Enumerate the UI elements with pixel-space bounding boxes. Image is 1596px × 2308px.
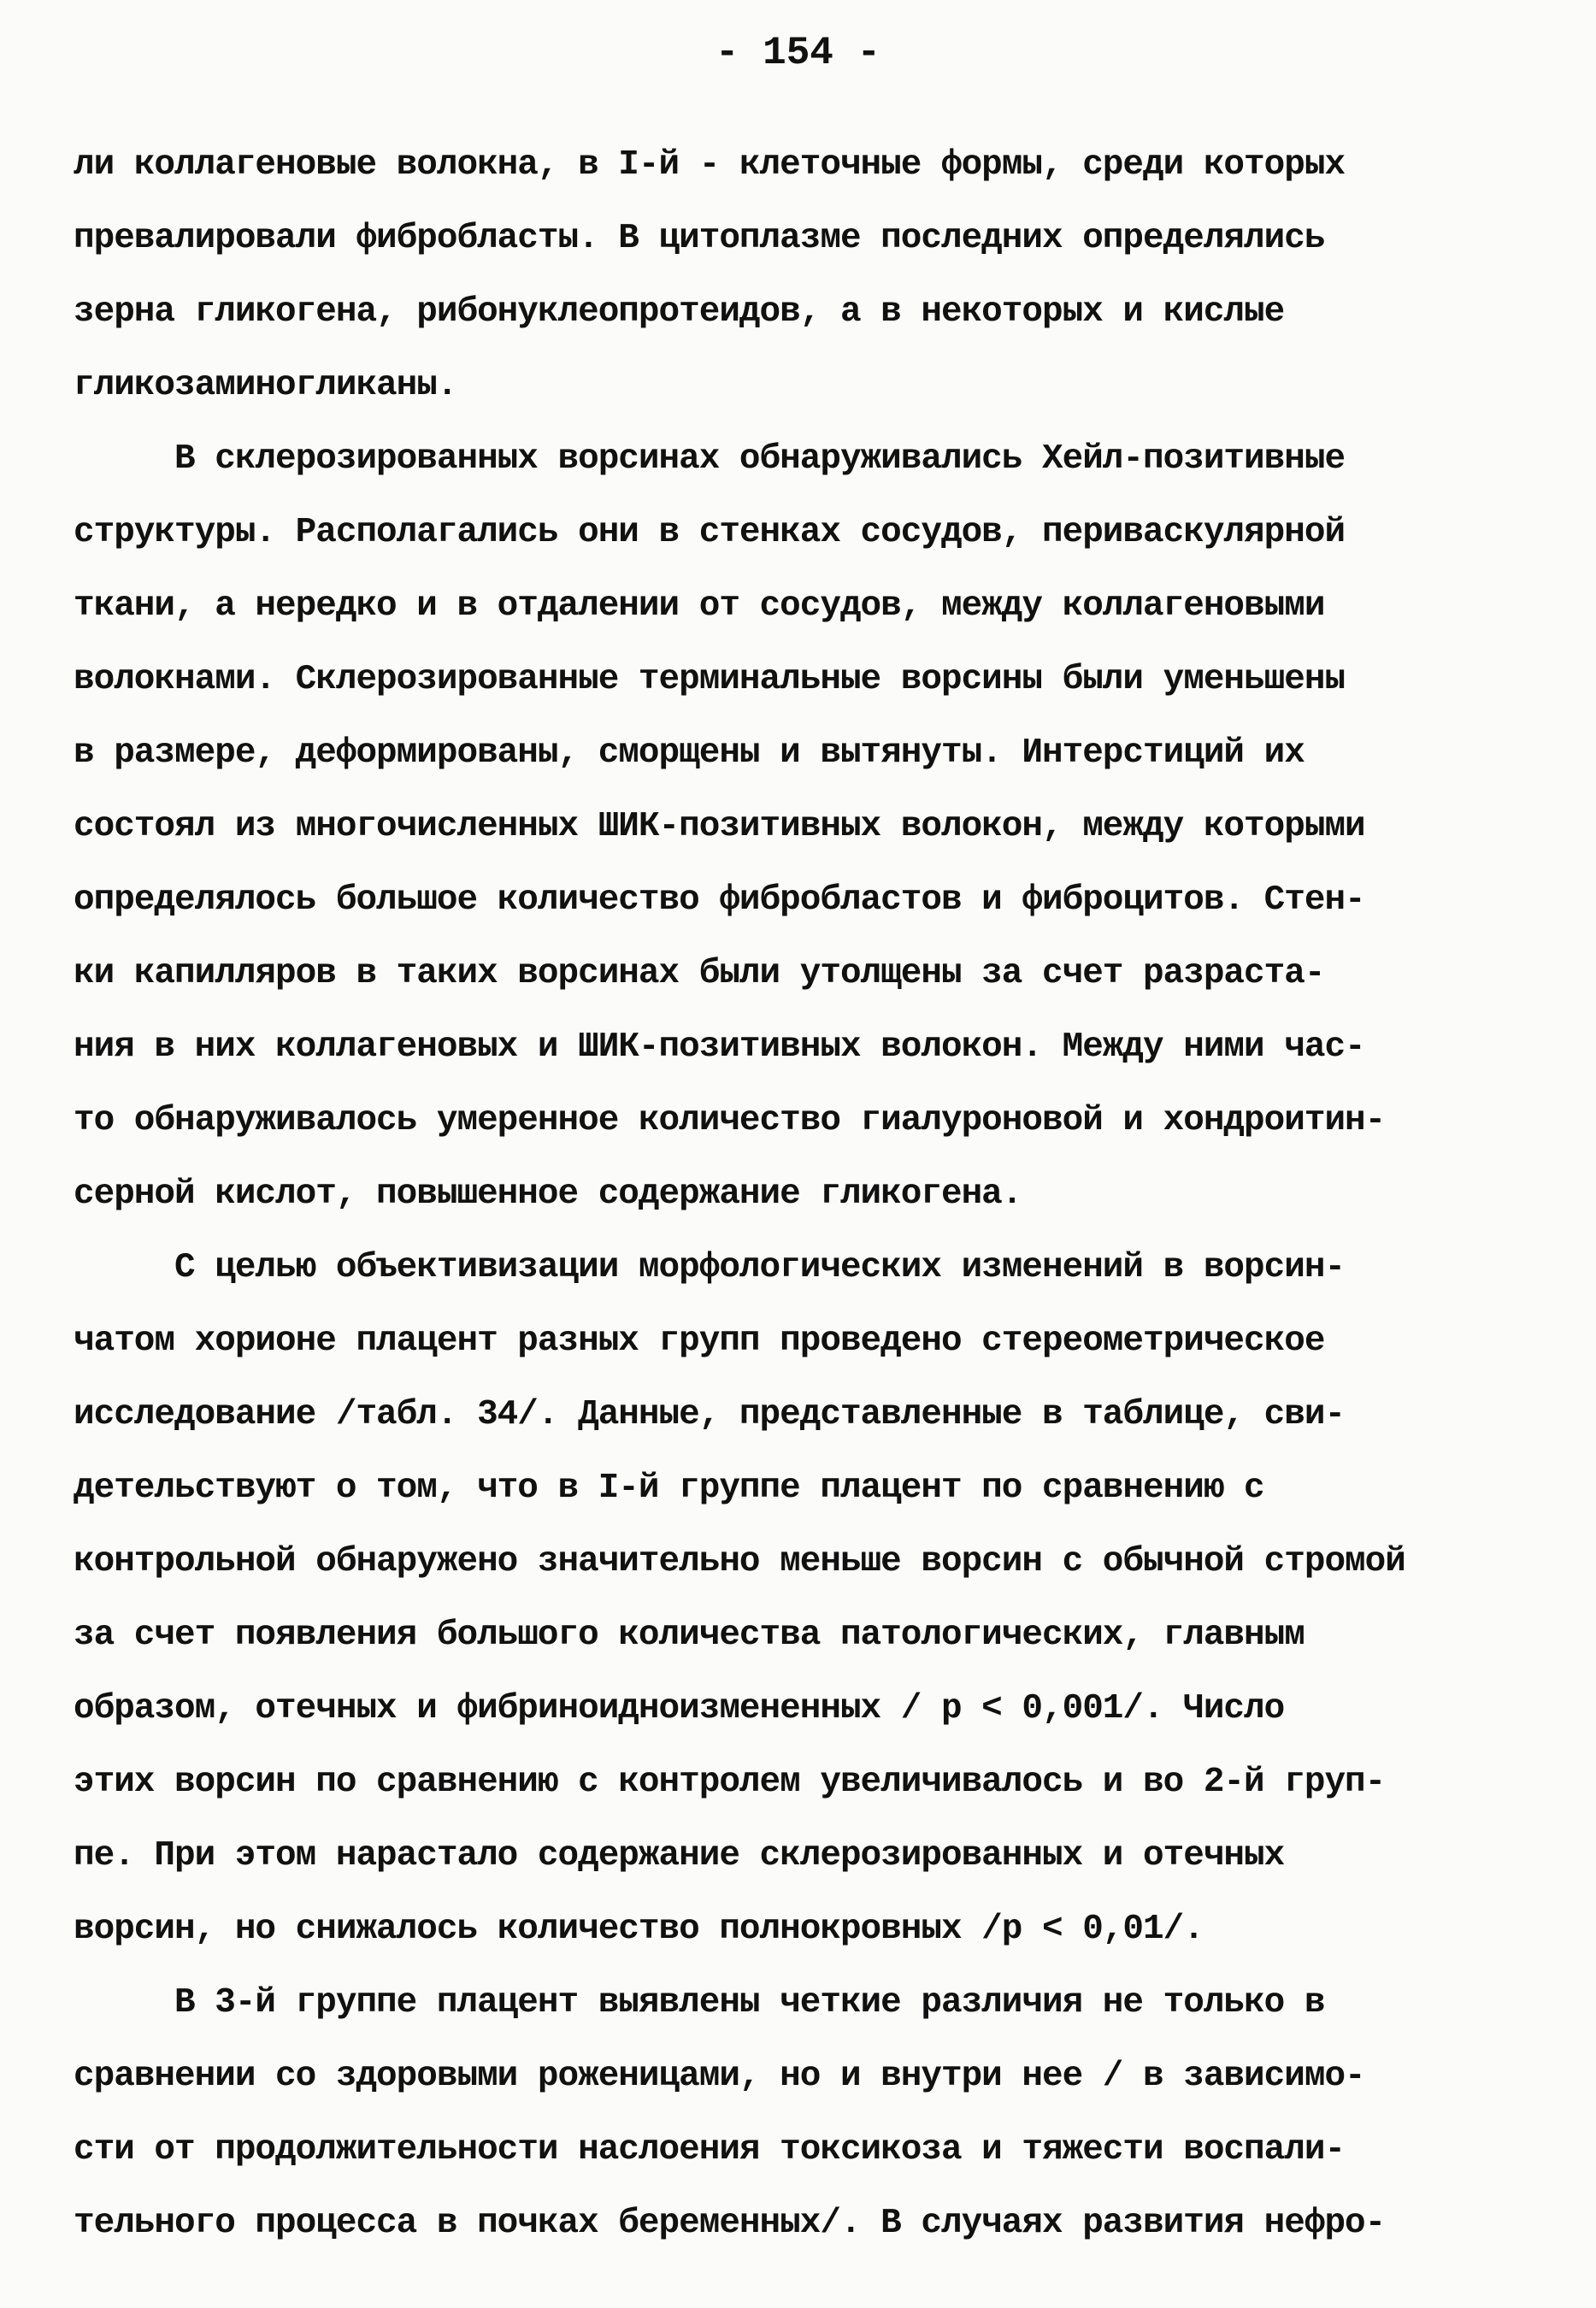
- text-line: В 3-й группе плацент выявлены четкие различия не только в: [74, 1983, 1325, 2022]
- text-line: гликозаминогликаны.: [74, 366, 457, 405]
- text-line: детельствуют о том, что в I-й группе плацент по сравнению с: [74, 1469, 1264, 1508]
- text-line: ткани, а нередко и в отдалении от сосудов, между коллагеновыми: [74, 586, 1325, 626]
- text-line: образом, отечных и фибриноидноизмененных / p < 0,001/. Число: [74, 1689, 1285, 1728]
- page-number: - 154 -: [715, 31, 881, 75]
- text-line: ворсин, но снижалось количество полнокровных /p < 0,01/.: [74, 1910, 1204, 1949]
- text-line: В склерозированных ворсинах обнаруживались Хейл-позитивные: [74, 439, 1346, 479]
- text-line: сравнении со здоровыми роженицами, но и внутри нее / в зависимо-: [74, 2057, 1365, 2096]
- text-line: за счет появления большого количества патологических, главным: [74, 1616, 1304, 1655]
- text-line: ли коллагеновые волокна, в I-й - клеточные формы, среди которых: [74, 145, 1346, 185]
- text-line: чатом хорионе плацент разных групп проведено стереометрическое: [74, 1322, 1325, 1361]
- text-line: сти от продолжительности наслоения токсикоза и тяжести воспали-: [74, 2130, 1346, 2170]
- text-line: ки капилляров в таких ворсинах были утолщены за счет разраста-: [74, 954, 1325, 993]
- text-line: ния в них коллагеновых и ШИК-позитивных волокон. Между ними час-: [74, 1027, 1365, 1067]
- text-line: определялось большое количество фибробластов и фиброцитов. Стен-: [74, 880, 1365, 920]
- text-line: в размере, деформированы, сморщены и вытянуты. Интерстиций их: [74, 733, 1304, 773]
- body-text: [74, 128, 1544, 2260]
- text-line: исследование /табл. 34/. Данные, представленные в таблице, сви-: [74, 1395, 1346, 1434]
- text-line: пе. При этом нарастало содержание склерозированных и отечных: [74, 1836, 1285, 1875]
- text-line: состоял из многочисленных ШИК-позитивных волокон, между которыми: [74, 807, 1365, 846]
- text-line: С целью объективизации морфологических изменений в ворсин-: [74, 1248, 1346, 1287]
- text-line: волокнами. Склерозированные терминальные ворсины были уменьшены: [74, 660, 1346, 699]
- text-line: то обнаруживалось умеренное количество гиалуроновой и хондроитин-: [74, 1101, 1386, 1140]
- text-line: зерна гликогена, рибонуклеопротеидов, а в некоторых и кислые: [74, 292, 1285, 332]
- text-line: контрольной обнаружено значительно меньше ворсин с обычной стромой: [74, 1542, 1405, 1581]
- text-line: серной кислот, повышенное содержание гликогена.: [74, 1175, 1022, 1214]
- text-line: тельного процесса в почках беременных/. В случаях развития нефро-: [74, 2204, 1386, 2243]
- text-line: структуры. Располагались они в стенках сосудов, периваскулярной: [74, 513, 1346, 552]
- text-line: этих ворсин по сравнению с контролем увеличивалось и во 2-й груп-: [74, 1763, 1386, 1802]
- text-line: превалировали фибробласты. В цитоплазме последних определялись: [74, 219, 1325, 258]
